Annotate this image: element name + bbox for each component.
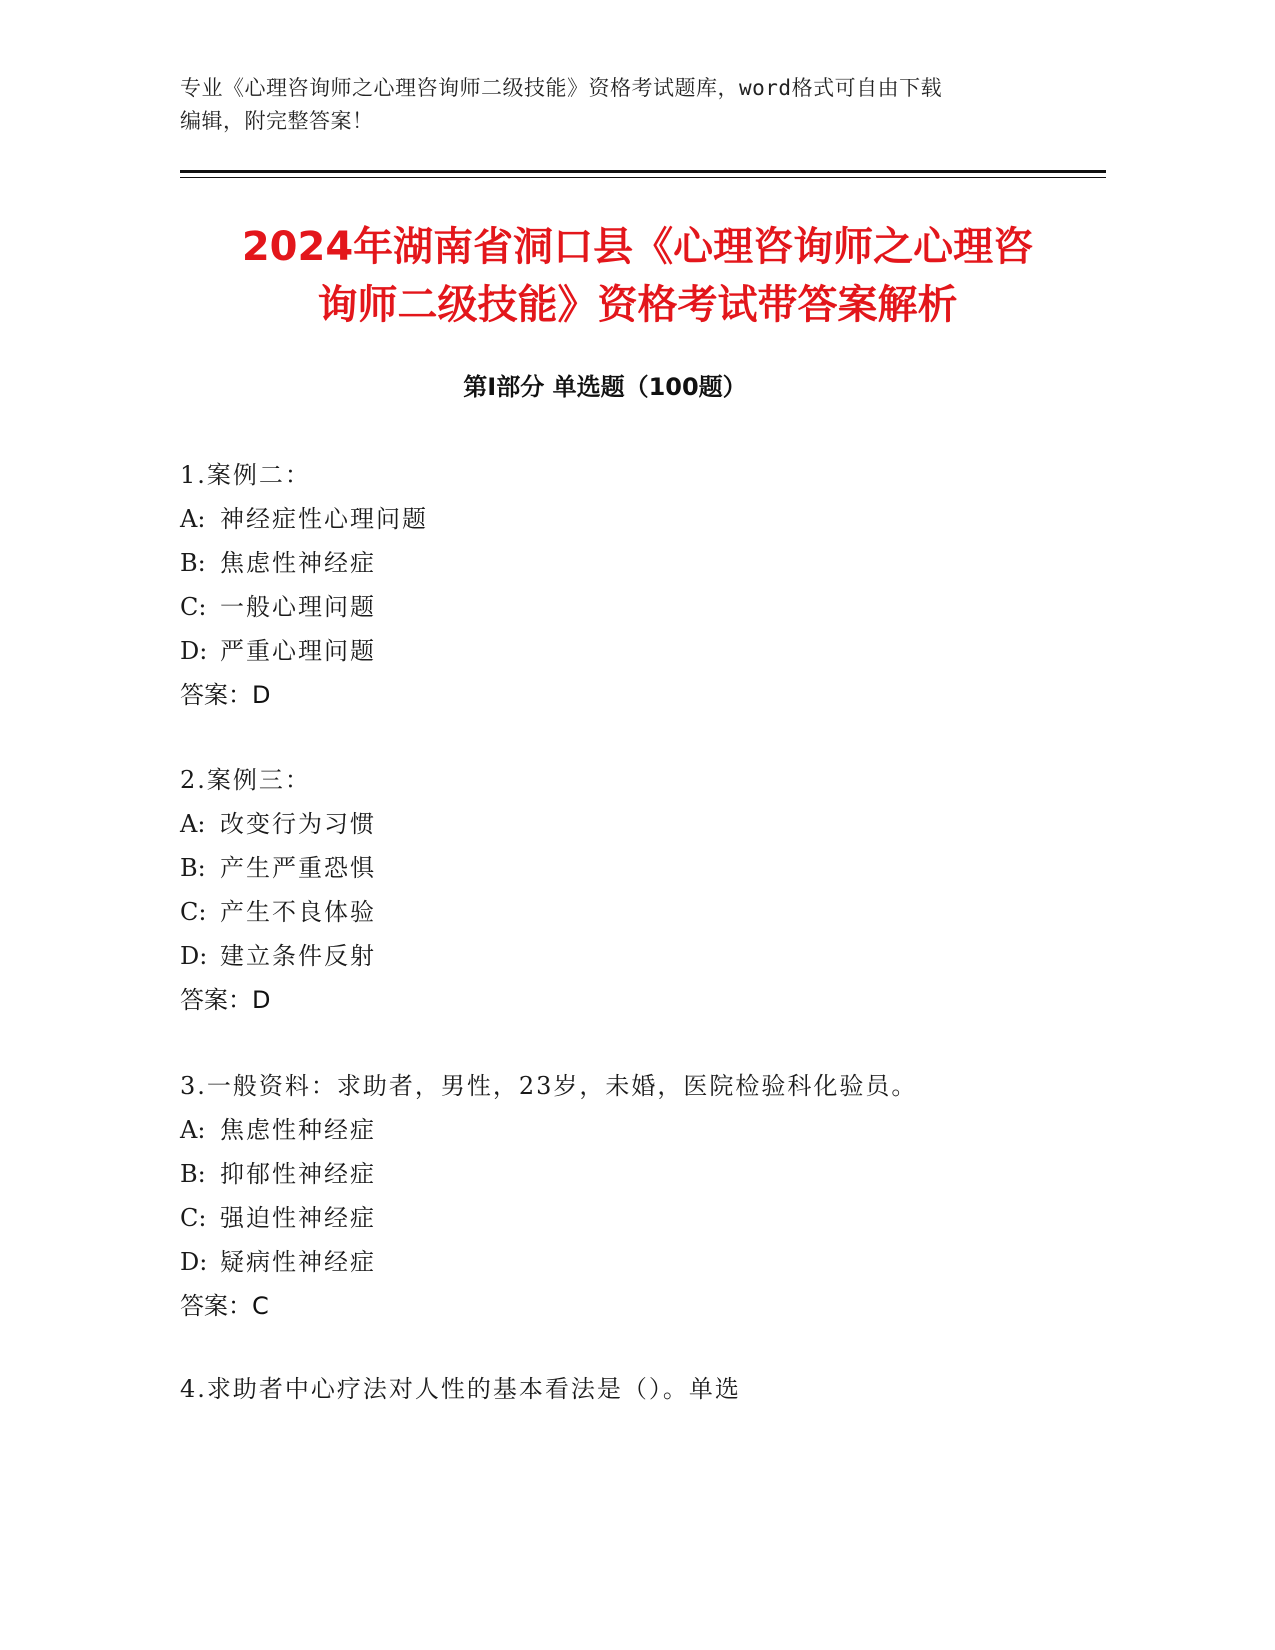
option-text: 建立条件反射 xyxy=(220,942,376,970)
header-note xyxy=(180,72,1080,138)
header-note-line-2: 编辑，附完整答案！ xyxy=(180,109,374,133)
question-stem: 1.案例二： xyxy=(180,461,311,489)
option-text: 强迫性神经症 xyxy=(220,1204,376,1232)
option-b xyxy=(180,846,1140,890)
option-text: 抑郁性神经症 xyxy=(220,1160,376,1188)
option-key: B: xyxy=(180,549,206,577)
option-text: 一般心理问题 xyxy=(220,593,376,621)
option-text: 疑病性神经症 xyxy=(220,1248,376,1276)
option-text: 焦虑性种经症 xyxy=(220,1116,376,1144)
question-stem: 4.求助者中心疗法对人性的基本看法是（）。单选 xyxy=(180,1375,741,1403)
document-title-line-1: 2024年湖南省洞口县《心理咨询师之心理咨 xyxy=(241,224,1034,270)
option-key: D: xyxy=(180,637,208,665)
section-heading: 第Ⅰ部分 单选题（100题） xyxy=(463,373,747,401)
question-stem: 2.案例三： xyxy=(180,766,311,794)
option-d xyxy=(180,629,1140,673)
option-text: 严重心理问题 xyxy=(220,637,376,665)
option-key: C: xyxy=(180,593,207,621)
header-rule-thin xyxy=(180,177,1106,178)
answer: 答案：C xyxy=(180,1292,269,1320)
option-key: B: xyxy=(180,854,206,882)
option-key: D: xyxy=(180,1248,208,1276)
question-4 xyxy=(180,1367,1140,1411)
option-text: 改变行为习惯 xyxy=(220,810,376,838)
option-key: A: xyxy=(180,1116,206,1144)
option-a xyxy=(180,497,1140,541)
option-key: C: xyxy=(180,1204,207,1232)
option-text: 产生严重恐惧 xyxy=(220,854,376,882)
option-a xyxy=(180,1108,1140,1152)
question-3 xyxy=(180,1064,1140,1328)
option-key: A: xyxy=(180,505,206,533)
answer: 答案：D xyxy=(180,986,271,1014)
option-c xyxy=(180,890,1140,934)
option-d xyxy=(180,934,1140,978)
option-text: 神经症性心理问题 xyxy=(220,505,428,533)
question-stem: 3.一般资料：求助者，男性，23岁，未婚，医院检验科化验员。 xyxy=(180,1072,918,1100)
option-b xyxy=(180,541,1140,585)
option-key: C: xyxy=(180,898,207,926)
document-title xyxy=(150,218,1125,334)
option-text: 产生不良体验 xyxy=(220,898,376,926)
answer: 答案：D xyxy=(180,681,271,709)
option-key: A: xyxy=(180,810,206,838)
option-key: D: xyxy=(180,942,208,970)
option-a xyxy=(180,802,1140,846)
header-note-line-1: 专业《心理咨询师之心理咨询师二级技能》资格考试题库，word格式可自由下载 xyxy=(180,76,943,100)
option-text: 焦虑性神经症 xyxy=(220,549,376,577)
question-2 xyxy=(180,758,1140,1022)
document-title-line-2: 询师二级技能》资格考试带答案解析 xyxy=(317,282,958,328)
option-c xyxy=(180,585,1140,629)
option-b xyxy=(180,1152,1140,1196)
header-rule-thick xyxy=(180,170,1106,173)
option-c xyxy=(180,1196,1140,1240)
question-1 xyxy=(180,453,1140,717)
option-key: B: xyxy=(180,1160,206,1188)
option-d xyxy=(180,1240,1140,1284)
